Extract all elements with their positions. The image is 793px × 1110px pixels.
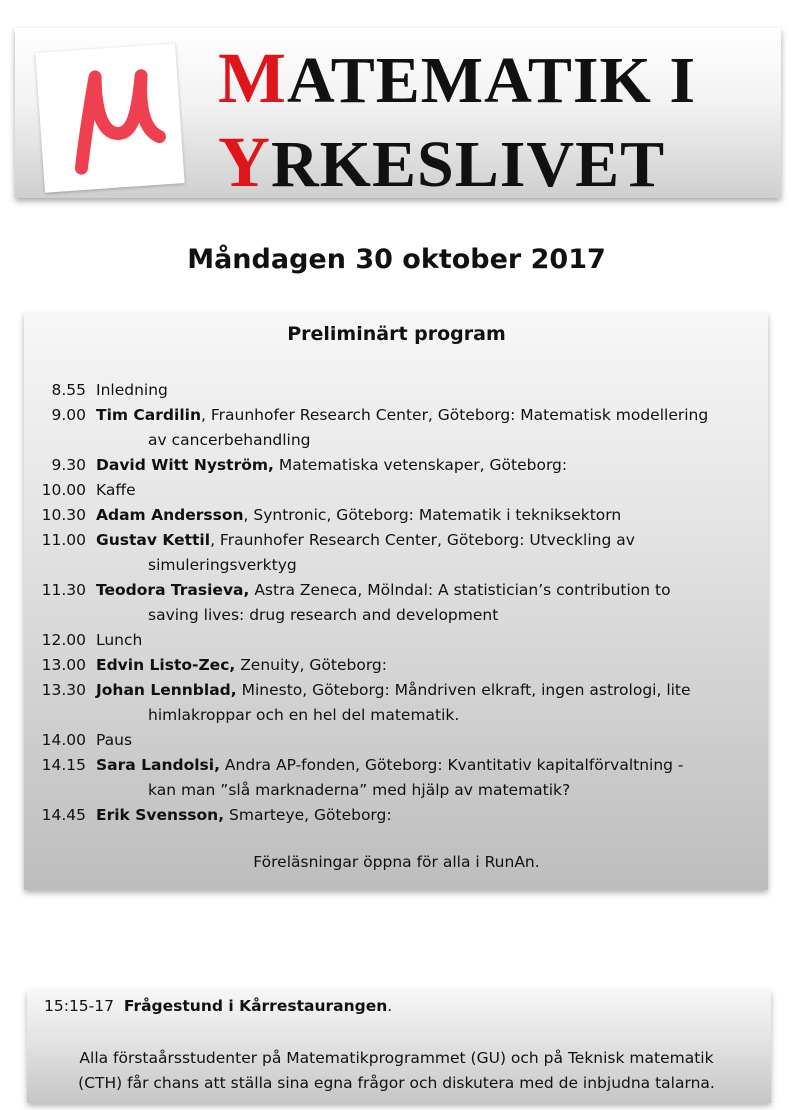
schedule-list [0,378,793,828]
qa-time: 15:15-17 [44,997,114,1015]
mu-logo-icon [35,43,184,192]
schedule-continuation: av cancerbehandling [148,431,311,449]
schedule-item [0,503,793,528]
schedule-continuation: simuleringsverktyg [148,556,297,574]
schedule-description [96,653,387,678]
schedule-time: 9.30 [51,456,86,474]
schedule-description [96,678,691,703]
schedule-description [96,528,635,553]
schedule-item [0,628,793,653]
schedule-time: 11.30 [41,581,86,599]
schedule-description [96,378,168,403]
schedule-text: Matematiska vetenskaper, Göteborg: [273,456,568,474]
qa-invite-line-2: (CTH) får chans att ställa sina egna frågor och diskutera med de inbjudna talarna. [78,1074,715,1092]
schedule-text: Minesto, Göteborg: Måndriven elkraft, ingen astrologi, lite [236,681,691,699]
schedule-continuation: saving lives: drug research and development [148,606,499,624]
schedule-time: 9.00 [51,406,86,424]
speaker-name: Sara Landolsi, [96,756,220,774]
schedule-time: 8.55 [51,381,86,399]
schedule-item [0,478,793,503]
schedule-item [0,678,793,728]
schedule-time: 10.30 [41,506,86,524]
schedule-item [0,728,793,753]
title-rest-2: RKESLIVET [271,128,666,201]
schedule-time: 13.00 [41,656,86,674]
schedule-description [96,753,684,778]
qa-title: Frågestund i Kårrestaurangen [123,997,388,1015]
schedule-text: Smarteye, Göteborg: [224,806,392,824]
schedule-text: , Fraunhofer Research Center, Göteborg: Matematisk modellering [200,406,709,424]
schedule-continuation: himlakroppar och en hel del matematik. [148,706,460,724]
schedule-item [0,803,793,828]
schedule-time: 14.15 [41,756,86,774]
schedule-item [0,578,793,628]
schedule-description [96,628,142,653]
schedule-description [96,403,708,428]
speaker-name: Tim Cardilin [96,406,201,424]
schedule-description [96,728,132,753]
schedule-text: Kaffe [96,481,136,499]
schedule-item [0,453,793,478]
title-line-1 [218,38,697,118]
speaker-name: Johan Lennblad, [96,681,237,699]
schedule-continuation: kan man ”slå marknaderna” med hjälp av matematik? [148,781,571,799]
schedule-text: Paus [96,731,133,749]
title-line-2 [218,122,666,202]
speaker-name: Teodora Trasieva, [96,581,250,599]
schedule-text: , Fraunhofer Research Center, Göteborg: Utveckling av [210,531,635,549]
schedule-text: Lunch [96,631,143,649]
schedule-description [96,478,136,503]
speaker-name: Erik Svensson, [96,806,225,824]
logo [35,43,184,192]
schedule-text: Astra Zeneca, Mölndal: A statistician’s contribution to [249,581,671,599]
schedule-item [0,403,793,453]
schedule-time: 14.45 [41,806,86,824]
schedule-time: 12.00 [41,631,86,649]
schedule-item [0,653,793,678]
qa-end: . [387,997,393,1015]
schedule-time: 10.00 [41,481,86,499]
schedule-text: Andra AP-fonden, Göteborg: Kvantitativ kapitalförvaltning - [219,756,684,774]
speaker-name: Adam Andersson [96,506,244,524]
speaker-name: Edvin Listo-Zec, [96,656,236,674]
schedule-text: Zenuity, Göteborg: [235,656,387,674]
title-rest-1: ATEMATIK I [286,44,697,117]
schedule-description [96,578,671,603]
qa-heading [44,997,392,1015]
speaker-name: Gustav Kettil [96,531,211,549]
schedule-description [96,503,621,528]
title-initial-y: Y [218,122,271,202]
schedule-description [96,453,567,478]
title-initial-m: M [218,38,287,118]
speaker-name: David Witt Nyström, [96,456,274,474]
qa-invite [0,1046,793,1096]
schedule-text: , Syntronic, Göteborg: Matematik i tekniksektorn [243,506,622,524]
program-title: Preliminärt program [287,323,506,345]
qa-invite-line-1: Alla förstaårsstudenter på Matematikprogrammet (GU) och på Teknisk matematik [79,1049,714,1067]
schedule-item [0,528,793,578]
schedule-item [0,753,793,803]
schedule-time: 11.00 [41,531,86,549]
program-note: Föreläsningar öppna för alla i RunAn. [253,853,540,871]
event-date: Måndagen 30 oktober 2017 [187,244,606,275]
schedule-item [0,378,793,403]
schedule-time: 14.00 [41,731,86,749]
schedule-description [96,803,392,828]
schedule-time: 13.30 [41,681,86,699]
schedule-text: Inledning [96,381,168,399]
